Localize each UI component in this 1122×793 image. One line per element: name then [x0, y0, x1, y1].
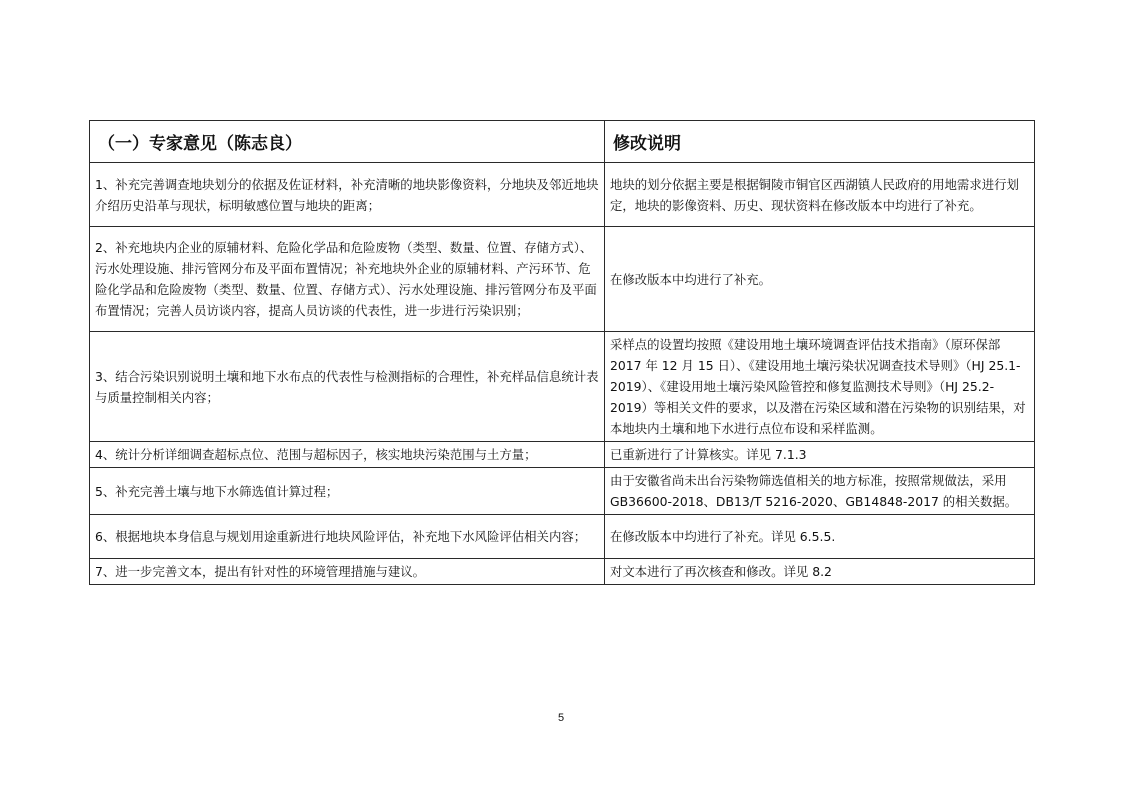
table-row — [90, 559, 1035, 585]
table-row — [90, 468, 1035, 515]
expert-comment-cell: 2、补充地块内企业的原辅材料、危险化学品和危险废物（类型、数量、位置、存储方式）、污水处理设施、排污管网分布及平面布置情况；补充地块外企业的原辅材料、产污环节、危险化学品和危险废物（类型、数量、位置、存储方式）、污水处理设施、排污管网分布及平面布置情况；完善人员访谈内容，提高人员访谈的代表性，进一步进行污染识别； — [90, 227, 605, 332]
revision-note-cell: 地块的划分依据主要是根据铜陵市铜官区西湖镇人民政府的用地需求进行划定，地块的影像资料、历史、现状资料在修改版本中均进行了补充。 — [605, 163, 1035, 227]
page-number: 5 — [557, 712, 565, 724]
expert-comment-cell: 5、补充完善土壤与地下水筛选值计算过程； — [90, 468, 605, 515]
table-row — [90, 163, 1035, 227]
expert-comment-cell: 3、结合污染识别说明土壤和地下水布点的代表性与检测指标的合理性，补充样品信息统计表与质量控制相关内容； — [90, 332, 605, 442]
table-row — [90, 515, 1035, 559]
expert-comment-cell: 6、根据地块本身信息与规划用途重新进行地块风险评估，补充地下水风险评估相关内容； — [90, 515, 605, 559]
revision-note-cell: 由于安徽省尚未出台污染物筛选值相关的地方标准，按照常规做法，采用 GB36600-2018、DB13/T 5216-2020、GB14848-2017 的相关数据。 — [605, 468, 1035, 515]
expert-comments-header: （一）专家意见（陈志良） — [90, 121, 605, 163]
revision-note-cell: 采样点的设置均按照《建设用地土壤环境调查评估技术指南》（原环保部 2017 年 12 月 15 日）、《建设用地土壤污染状况调查技术导则》（HJ 25.1-2019）、《建设用地土壤污染风险管控和修复监测技术导则》（HJ 25.2-2019）等相关文件的要求，以及潜在污染区域和潜在污染物的识别结果，对本地块内土壤和地下水进行点位布设和采样监测。 — [605, 332, 1035, 442]
revision-notes-header: 修改说明 — [605, 121, 1035, 163]
revision-note-cell: 在修改版本中均进行了补充。详见 6.5.5. — [605, 515, 1035, 559]
expert-review-table — [89, 120, 1035, 585]
expert-comment-cell: 4、统计分析详细调查超标点位、范围与超标因子，核实地块污染范围与土方量； — [90, 442, 605, 468]
revision-note-cell: 已重新进行了计算核实。详见 7.1.3 — [605, 442, 1035, 468]
table-row — [90, 227, 1035, 332]
revision-note-cell: 对文本进行了再次核查和修改。详见 8.2 — [605, 559, 1035, 585]
table-row — [90, 442, 1035, 468]
table-row — [90, 332, 1035, 442]
expert-comment-cell: 1、补充完善调查地块划分的依据及佐证材料，补充清晰的地块影像资料，分地块及邻近地块介绍历史沿革与现状，标明敏感位置与地块的距离； — [90, 163, 605, 227]
expert-comment-cell: 7、进一步完善文本，提出有针对性的环境管理措施与建议。 — [90, 559, 605, 585]
revision-note-cell: 在修改版本中均进行了补充。 — [605, 227, 1035, 332]
table-header-row — [90, 121, 1035, 163]
